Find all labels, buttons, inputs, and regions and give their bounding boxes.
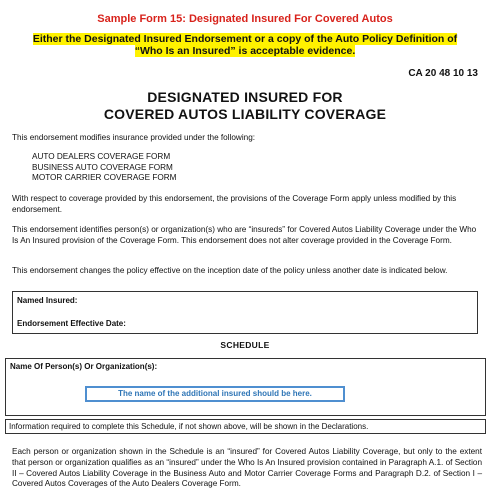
named-insured-box: [12, 291, 478, 334]
final-paragraph: Each person or organization shown in the Schedule is an “insured” for Covered Autos Liability Coverage, but only to the extent that person or organization qualifies as an “insured” under the Who Is An Insured provision contained in Paragraph A.1. of Section II – Covered Autos Liability Coverage in the Business Auto and Motor Carrier Coverage Forms and Paragraph D.2. of Section I – Covered Autos Coverages of the Auto Dealers Coverage Form.: [12, 447, 482, 489]
endorsement-title: [0, 89, 490, 123]
schedule-box: [5, 358, 486, 416]
coverage-forms-list: [32, 152, 177, 184]
identifies-paragraph: This endorsement identifies person(s) or organization(s) who are “insureds” for Covered Autos Liability Coverage under the Who Is An Insured provision of the Coverage Form. This endorsement does not alter coverage provided in the Coverage Form.: [12, 225, 477, 245]
named-insured-label: Named Insured:: [17, 296, 78, 305]
changes-paragraph: This endorsement changes the policy effective on the inception date of the policy unless another date is indicated below.: [12, 266, 448, 275]
endorsement-title-line2: COVERED AUTOS LIABILITY COVERAGE: [103, 106, 387, 122]
sample-form-title: Sample Form 15: Designated Insured For Covered Autos: [97, 13, 393, 25]
coverage-form-item: BUSINESS AUTO COVERAGE FORM: [32, 162, 173, 172]
provisions-paragraph: With respect to coverage provided by this endorsement, the provisions of the Coverage Form apply unless modified by this endorsement.: [12, 194, 457, 214]
effective-date-label: Endorsement Effective Date:: [17, 319, 126, 328]
persons-label: Name Of Person(s) Or Organization(s):: [10, 362, 158, 371]
coverage-form-item: AUTO DEALERS COVERAGE FORM: [32, 152, 171, 161]
schedule-title: SCHEDULE: [220, 340, 270, 350]
form-number: CA 20 48 10 13: [408, 68, 478, 79]
schedule-info-note: Information required to complete this Schedule, if not shown above, will be shown in the Declarations.: [5, 419, 486, 434]
additional-insured-note: The name of the additional insured should be here.: [85, 386, 345, 402]
endorsement-title-line1: DESIGNATED INSURED FOR: [147, 89, 343, 105]
coverage-form-item: MOTOR CARRIER COVERAGE FORM: [32, 173, 177, 182]
evidence-note-text: Either the Designated Insured Endorsement or a copy of the Auto Policy Definition of “Who Is an Insured” is acceptable evidence.: [32, 33, 458, 57]
intro-paragraph: This endorsement modifies insurance provided under the following:: [12, 133, 256, 142]
evidence-note: [18, 33, 472, 57]
